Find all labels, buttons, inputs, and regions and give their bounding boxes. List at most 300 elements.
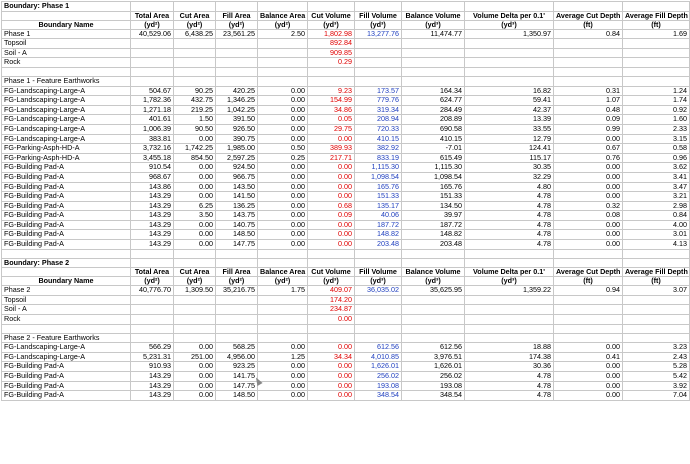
row-value[interactable]: 0.84	[623, 211, 690, 221]
row-value[interactable]: 0.94	[554, 286, 623, 296]
row-value[interactable]: 3.21	[623, 192, 690, 202]
row-value[interactable]: 141.75	[216, 372, 258, 382]
header-cut-area-unit[interactable]: (yd²)	[174, 20, 216, 29]
row-value[interactable]: 1.25	[258, 352, 308, 362]
row-value[interactable]: 0.00	[174, 372, 216, 382]
row-value[interactable]: 3,976.51	[402, 352, 465, 362]
row-value[interactable]: 348.54	[355, 391, 402, 401]
row-name[interactable]: FG-Landscaping-Large-A	[2, 343, 131, 353]
row-value[interactable]: 140.75	[216, 220, 258, 230]
row-value[interactable]: 39.97	[402, 211, 465, 221]
empty-cell[interactable]	[402, 258, 465, 268]
row-value[interactable]: 410.15	[355, 134, 402, 144]
empty-cell[interactable]	[465, 258, 554, 268]
empty-cell[interactable]	[131, 333, 174, 343]
row-value[interactable]: 0.25	[258, 153, 308, 163]
row-value[interactable]: 143.29	[131, 220, 174, 230]
row-name[interactable]: FG-Landscaping-Large-A	[2, 352, 131, 362]
empty-cell[interactable]	[554, 58, 623, 68]
row-value[interactable]: 0.00	[308, 220, 355, 230]
header-cut-volume-unit[interactable]: (yd³)	[308, 20, 355, 29]
row-value[interactable]: 0.00	[308, 372, 355, 382]
empty-cell[interactable]	[174, 48, 216, 58]
row-value[interactable]: 4.00	[623, 220, 690, 230]
row-value[interactable]: 13,277.76	[355, 29, 402, 39]
row-value[interactable]: 382.92	[355, 144, 402, 154]
empty-cell[interactable]	[308, 258, 355, 268]
empty-cell[interactable]	[402, 76, 465, 86]
header-balance-area-unit[interactable]: (yd²)	[258, 277, 308, 286]
row-value[interactable]: 4.78	[465, 372, 554, 382]
row-name[interactable]: FG-Landscaping-Large-A	[2, 105, 131, 115]
empty-cell[interactable]	[131, 58, 174, 68]
header-balance-area-unit[interactable]: (yd²)	[258, 20, 308, 29]
row-value[interactable]: 779.76	[355, 96, 402, 106]
empty-cell[interactable]	[131, 48, 174, 58]
empty-cell[interactable]	[554, 324, 623, 333]
empty-cell[interactable]	[623, 58, 690, 68]
header-total-area-unit[interactable]: (yd²)	[131, 20, 174, 29]
row-value[interactable]: 390.75	[216, 134, 258, 144]
row-value[interactable]: 13.39	[465, 115, 554, 125]
row-value[interactable]: 0.00	[258, 86, 308, 96]
row-value[interactable]: 3.41	[623, 172, 690, 182]
row-name[interactable]: FG-Building Pad-A	[2, 381, 131, 391]
row-value[interactable]: 251.00	[174, 352, 216, 362]
empty-cell[interactable]	[465, 2, 554, 12]
header-cut-volume[interactable]: Cut Volume	[308, 11, 355, 20]
row-value[interactable]: 0.00	[308, 182, 355, 192]
empty-cell[interactable]	[131, 258, 174, 268]
row-value[interactable]: 143.29	[131, 391, 174, 401]
row-value[interactable]: 90.50	[174, 124, 216, 134]
row-value[interactable]: 143.86	[131, 182, 174, 192]
row-value[interactable]: 833.19	[355, 153, 402, 163]
row-value[interactable]: 410.15	[402, 134, 465, 144]
row-value[interactable]: 1,271.18	[131, 105, 174, 115]
row-value[interactable]: 90.25	[174, 86, 216, 96]
empty-cell[interactable]	[402, 2, 465, 12]
row-value[interactable]: 0.00	[554, 230, 623, 240]
empty-cell[interactable]	[2, 67, 131, 76]
boundary-label[interactable]: Boundary: Phase 1	[2, 2, 131, 12]
row-value[interactable]: 0.00	[308, 391, 355, 401]
empty-cell[interactable]	[308, 67, 355, 76]
empty-cell[interactable]	[2, 249, 131, 258]
empty-cell[interactable]	[355, 39, 402, 49]
row-value[interactable]: 4,956.00	[216, 352, 258, 362]
row-value[interactable]: 34.34	[308, 352, 355, 362]
row-value[interactable]: 148.50	[216, 230, 258, 240]
empty-cell[interactable]	[174, 2, 216, 12]
empty-cell[interactable]	[355, 295, 402, 305]
row-value[interactable]: 910.93	[131, 362, 174, 372]
header-balance-volume[interactable]: Balance Volume	[402, 268, 465, 277]
empty-cell[interactable]	[258, 39, 308, 49]
row-value[interactable]: 0.00	[308, 134, 355, 144]
row-value[interactable]: 3.15	[623, 134, 690, 144]
empty-cell[interactable]	[308, 2, 355, 12]
row-value[interactable]: 147.75	[216, 381, 258, 391]
empty-cell[interactable]	[216, 48, 258, 58]
row-value[interactable]: 0.00	[258, 211, 308, 221]
row-value[interactable]: 0.00	[258, 163, 308, 173]
row-value[interactable]: 40,776.70	[131, 286, 174, 296]
row-name[interactable]: Phase 2	[2, 286, 131, 296]
header-balance-area[interactable]: Balance Area	[258, 11, 308, 20]
row-value[interactable]: 0.48	[554, 105, 623, 115]
row-value[interactable]: 0.00	[174, 192, 216, 202]
empty-cell[interactable]	[355, 315, 402, 325]
row-value[interactable]: 4.78	[465, 240, 554, 250]
row-value[interactable]: 2.43	[623, 352, 690, 362]
row-value[interactable]: 135.17	[355, 201, 402, 211]
empty-cell[interactable]	[216, 76, 258, 86]
empty-cell[interactable]	[465, 48, 554, 58]
row-value[interactable]: 0.00	[554, 372, 623, 382]
row-name[interactable]: FG-Building Pad-A	[2, 230, 131, 240]
header-total-area[interactable]: Total Area	[131, 268, 174, 277]
row-value[interactable]: 3.07	[623, 286, 690, 296]
row-value[interactable]: 1,115.30	[355, 163, 402, 173]
row-value[interactable]: 0.00	[174, 391, 216, 401]
row-value[interactable]: 217.71	[308, 153, 355, 163]
row-value[interactable]: 0.00	[308, 343, 355, 353]
row-value[interactable]: 0.00	[258, 230, 308, 240]
row-value[interactable]: 1,098.54	[402, 172, 465, 182]
row-value[interactable]: 0.00	[554, 362, 623, 372]
empty-cell[interactable]	[308, 324, 355, 333]
row-value[interactable]: 2,597.25	[216, 153, 258, 163]
row-value[interactable]: 0.00	[308, 172, 355, 182]
row-value[interactable]: 1.50	[174, 115, 216, 125]
material-name[interactable]: Topsoil	[2, 295, 131, 305]
header-cut-area-unit[interactable]: (yd²)	[174, 277, 216, 286]
row-value[interactable]: 0.00	[174, 343, 216, 353]
row-value[interactable]: 4.78	[465, 192, 554, 202]
row-value[interactable]: 2.50	[258, 29, 308, 39]
row-value[interactable]: 3.92	[623, 381, 690, 391]
row-value[interactable]: 1.69	[623, 29, 690, 39]
row-value[interactable]: 391.50	[216, 115, 258, 125]
row-value[interactable]: 0.00	[554, 163, 623, 173]
header-avg-fill-unit[interactable]: (ft)	[623, 277, 690, 286]
row-name[interactable]: FG-Building Pad-A	[2, 172, 131, 182]
header-empty[interactable]	[2, 11, 131, 20]
row-value[interactable]: 612.56	[402, 343, 465, 353]
row-value[interactable]: 1,115.30	[402, 163, 465, 173]
row-value[interactable]: 208.94	[355, 115, 402, 125]
row-value[interactable]: 18.88	[465, 343, 554, 353]
row-value[interactable]: 143.29	[131, 381, 174, 391]
row-name[interactable]: FG-Building Pad-A	[2, 372, 131, 382]
row-value[interactable]: 1,626.01	[402, 362, 465, 372]
row-value[interactable]: 420.25	[216, 86, 258, 96]
header-empty[interactable]	[2, 268, 131, 277]
row-value[interactable]: 4.78	[465, 230, 554, 240]
row-value[interactable]: 0.00	[308, 192, 355, 202]
empty-cell[interactable]	[131, 315, 174, 325]
empty-cell[interactable]	[554, 315, 623, 325]
empty-cell[interactable]	[174, 315, 216, 325]
empty-cell[interactable]	[402, 67, 465, 76]
empty-cell[interactable]	[623, 48, 690, 58]
empty-cell[interactable]	[131, 305, 174, 315]
row-value[interactable]: 0.00	[308, 362, 355, 372]
empty-cell[interactable]	[402, 305, 465, 315]
row-value[interactable]: 1,782.36	[131, 96, 174, 106]
row-value[interactable]: 4.13	[623, 240, 690, 250]
material-name[interactable]: Rock	[2, 315, 131, 325]
empty-cell[interactable]	[258, 67, 308, 76]
row-value[interactable]: 0.00	[258, 240, 308, 250]
row-value[interactable]: 2.33	[623, 124, 690, 134]
row-value[interactable]: 143.29	[131, 230, 174, 240]
header-avg-fill[interactable]: Average Fill Depth	[623, 11, 690, 20]
row-value[interactable]: 0.00	[258, 372, 308, 382]
empty-cell[interactable]	[355, 333, 402, 343]
empty-cell[interactable]	[258, 58, 308, 68]
row-value[interactable]: 0.32	[554, 201, 623, 211]
empty-cell[interactable]	[131, 2, 174, 12]
row-value[interactable]: 0.00	[258, 105, 308, 115]
row-value[interactable]: 1,626.01	[355, 362, 402, 372]
row-value[interactable]: 1,346.25	[216, 96, 258, 106]
row-value[interactable]: 35,216.75	[216, 286, 258, 296]
row-value[interactable]: 504.67	[131, 86, 174, 96]
row-value[interactable]: 0.08	[554, 211, 623, 221]
material-name[interactable]: Topsoil	[2, 39, 131, 49]
row-value[interactable]: 143.75	[216, 211, 258, 221]
row-value[interactable]: 11,474.77	[402, 29, 465, 39]
empty-cell[interactable]	[258, 295, 308, 305]
empty-cell[interactable]	[554, 39, 623, 49]
row-value[interactable]: 1,359.22	[465, 286, 554, 296]
row-value[interactable]: 143.29	[131, 372, 174, 382]
row-value[interactable]: 0.00	[258, 362, 308, 372]
row-value[interactable]: 0.00	[554, 240, 623, 250]
row-name[interactable]: FG-Landscaping-Large-A	[2, 96, 131, 106]
row-value[interactable]: 5.42	[623, 372, 690, 382]
row-value[interactable]: 389.93	[308, 144, 355, 154]
row-name[interactable]: FG-Building Pad-A	[2, 362, 131, 372]
row-name[interactable]: FG-Building Pad-A	[2, 201, 131, 211]
section-label[interactable]: Phase 1 - Feature Earthworks	[2, 76, 131, 86]
empty-cell[interactable]	[308, 249, 355, 258]
row-value[interactable]: 1,006.39	[131, 124, 174, 134]
empty-cell[interactable]	[216, 333, 258, 343]
row-value[interactable]: 193.08	[402, 381, 465, 391]
row-value[interactable]: 966.75	[216, 172, 258, 182]
row-value[interactable]: 3,455.18	[131, 153, 174, 163]
row-value[interactable]: 1.24	[623, 86, 690, 96]
row-value[interactable]: 1,309.50	[174, 286, 216, 296]
empty-cell[interactable]	[216, 67, 258, 76]
empty-cell[interactable]	[355, 258, 402, 268]
row-value[interactable]: 690.58	[402, 124, 465, 134]
row-value[interactable]: 174.38	[465, 352, 554, 362]
empty-cell[interactable]	[355, 48, 402, 58]
row-name[interactable]: FG-Building Pad-A	[2, 391, 131, 401]
empty-cell[interactable]	[554, 2, 623, 12]
row-name[interactable]: FG-Parking-Asph-HD-A	[2, 144, 131, 154]
row-value[interactable]: 4.78	[465, 381, 554, 391]
row-value[interactable]: 203.48	[402, 240, 465, 250]
row-value[interactable]: 35,625.95	[402, 286, 465, 296]
row-value[interactable]: 187.72	[355, 220, 402, 230]
empty-cell[interactable]	[623, 295, 690, 305]
header-cut-volume-unit[interactable]: (yd³)	[308, 277, 355, 286]
row-value[interactable]: 256.02	[355, 372, 402, 382]
empty-cell[interactable]	[465, 249, 554, 258]
row-value[interactable]: 5,231.31	[131, 352, 174, 362]
row-value[interactable]: 4.78	[465, 220, 554, 230]
row-name[interactable]: Phase 1	[2, 29, 131, 39]
empty-cell[interactable]	[216, 324, 258, 333]
header-avg-fill-unit[interactable]: (ft)	[623, 20, 690, 29]
empty-cell[interactable]	[355, 67, 402, 76]
header-balance-volume-unit[interactable]: (yd³)	[402, 277, 465, 286]
row-value[interactable]: 143.29	[131, 240, 174, 250]
row-value[interactable]: 33.55	[465, 124, 554, 134]
empty-cell[interactable]	[402, 295, 465, 305]
row-value[interactable]: 1,802.98	[308, 29, 355, 39]
empty-cell[interactable]	[308, 333, 355, 343]
empty-cell[interactable]	[2, 324, 131, 333]
row-name[interactable]: FG-Parking-Asph-HD-A	[2, 153, 131, 163]
empty-cell[interactable]	[174, 295, 216, 305]
empty-cell[interactable]	[258, 315, 308, 325]
empty-cell[interactable]	[554, 333, 623, 343]
row-value[interactable]: 143.29	[131, 211, 174, 221]
empty-cell[interactable]	[554, 249, 623, 258]
empty-cell[interactable]	[554, 305, 623, 315]
row-value[interactable]: 383.81	[131, 134, 174, 144]
row-value[interactable]: 0.00	[258, 134, 308, 144]
row-value[interactable]: 348.54	[402, 391, 465, 401]
row-value[interactable]: 29.75	[308, 124, 355, 134]
row-value[interactable]: 3.50	[174, 211, 216, 221]
row-value[interactable]: 0.92	[623, 105, 690, 115]
row-value[interactable]: 154.99	[308, 96, 355, 106]
row-value[interactable]: 568.25	[216, 343, 258, 353]
empty-cell[interactable]	[465, 76, 554, 86]
row-value[interactable]: 409.07	[308, 286, 355, 296]
row-value[interactable]: 143.50	[216, 182, 258, 192]
row-value[interactable]: 2.98	[623, 201, 690, 211]
row-value[interactable]: 203.48	[355, 240, 402, 250]
empty-cell[interactable]	[131, 324, 174, 333]
empty-cell[interactable]	[258, 249, 308, 258]
header-total-area-unit[interactable]: (yd²)	[131, 277, 174, 286]
empty-cell[interactable]	[623, 324, 690, 333]
row-value[interactable]: 3.47	[623, 182, 690, 192]
row-value[interactable]: 165.76	[355, 182, 402, 192]
empty-cell[interactable]	[258, 258, 308, 268]
material-cut-volume[interactable]: 0.00	[308, 315, 355, 325]
empty-cell[interactable]	[623, 333, 690, 343]
row-name[interactable]: FG-Building Pad-A	[2, 192, 131, 202]
row-value[interactable]: 4.80	[465, 182, 554, 192]
header-boundary-name[interactable]: Boundary Name	[2, 20, 131, 29]
empty-cell[interactable]	[355, 76, 402, 86]
empty-cell[interactable]	[402, 48, 465, 58]
empty-cell[interactable]	[402, 315, 465, 325]
row-value[interactable]: 4.78	[465, 391, 554, 401]
material-cut-volume[interactable]: 892.84	[308, 39, 355, 49]
row-value[interactable]: 615.49	[402, 153, 465, 163]
empty-cell[interactable]	[216, 58, 258, 68]
row-value[interactable]: 612.56	[355, 343, 402, 353]
empty-cell[interactable]	[174, 39, 216, 49]
row-value[interactable]: 0.00	[258, 96, 308, 106]
row-value[interactable]: 0.00	[308, 381, 355, 391]
row-value[interactable]: 1.07	[554, 96, 623, 106]
row-value[interactable]: 0.00	[554, 391, 623, 401]
empty-cell[interactable]	[258, 324, 308, 333]
row-value[interactable]: 16.82	[465, 86, 554, 96]
header-avg-cut[interactable]: Average Cut Depth	[554, 268, 623, 277]
row-value[interactable]: 0.05	[308, 115, 355, 125]
header-fill-volume[interactable]: Fill Volume	[355, 268, 402, 277]
row-value[interactable]: 0.96	[623, 153, 690, 163]
row-value[interactable]: 0.00	[174, 172, 216, 182]
material-name[interactable]: Soil - A	[2, 305, 131, 315]
empty-cell[interactable]	[402, 39, 465, 49]
header-vol-delta-unit[interactable]: (yd³)	[465, 20, 554, 29]
empty-cell[interactable]	[402, 333, 465, 343]
row-value[interactable]: 1,350.97	[465, 29, 554, 39]
material-cut-volume[interactable]: 0.29	[308, 58, 355, 68]
empty-cell[interactable]	[554, 295, 623, 305]
empty-cell[interactable]	[465, 58, 554, 68]
row-value[interactable]: 0.00	[308, 230, 355, 240]
empty-cell[interactable]	[402, 249, 465, 258]
row-value[interactable]: 1,742.25	[174, 144, 216, 154]
empty-cell[interactable]	[554, 258, 623, 268]
row-value[interactable]: 720.33	[355, 124, 402, 134]
empty-cell[interactable]	[623, 39, 690, 49]
empty-cell[interactable]	[355, 249, 402, 258]
empty-cell[interactable]	[355, 305, 402, 315]
empty-cell[interactable]	[174, 76, 216, 86]
empty-cell[interactable]	[623, 67, 690, 76]
row-value[interactable]: 141.50	[216, 192, 258, 202]
row-value[interactable]: 910.54	[131, 163, 174, 173]
row-value[interactable]: 7.04	[623, 391, 690, 401]
empty-cell[interactable]	[216, 39, 258, 49]
empty-cell[interactable]	[174, 58, 216, 68]
row-value[interactable]: 34.86	[308, 105, 355, 115]
empty-cell[interactable]	[554, 67, 623, 76]
row-value[interactable]: 0.00	[258, 192, 308, 202]
material-name[interactable]: Rock	[2, 58, 131, 68]
header-avg-fill[interactable]: Average Fill Depth	[623, 268, 690, 277]
empty-cell[interactable]	[465, 67, 554, 76]
empty-cell[interactable]	[465, 305, 554, 315]
empty-cell[interactable]	[216, 305, 258, 315]
empty-cell[interactable]	[554, 48, 623, 58]
header-avg-cut-unit[interactable]: (ft)	[554, 277, 623, 286]
row-value[interactable]: 0.00	[258, 115, 308, 125]
row-value[interactable]: 924.50	[216, 163, 258, 173]
row-value[interactable]: 624.77	[402, 96, 465, 106]
row-value[interactable]: -7.01	[402, 144, 465, 154]
row-value[interactable]: 5.28	[623, 362, 690, 372]
row-value[interactable]: 319.34	[355, 105, 402, 115]
row-value[interactable]: 4.78	[465, 211, 554, 221]
empty-cell[interactable]	[216, 2, 258, 12]
